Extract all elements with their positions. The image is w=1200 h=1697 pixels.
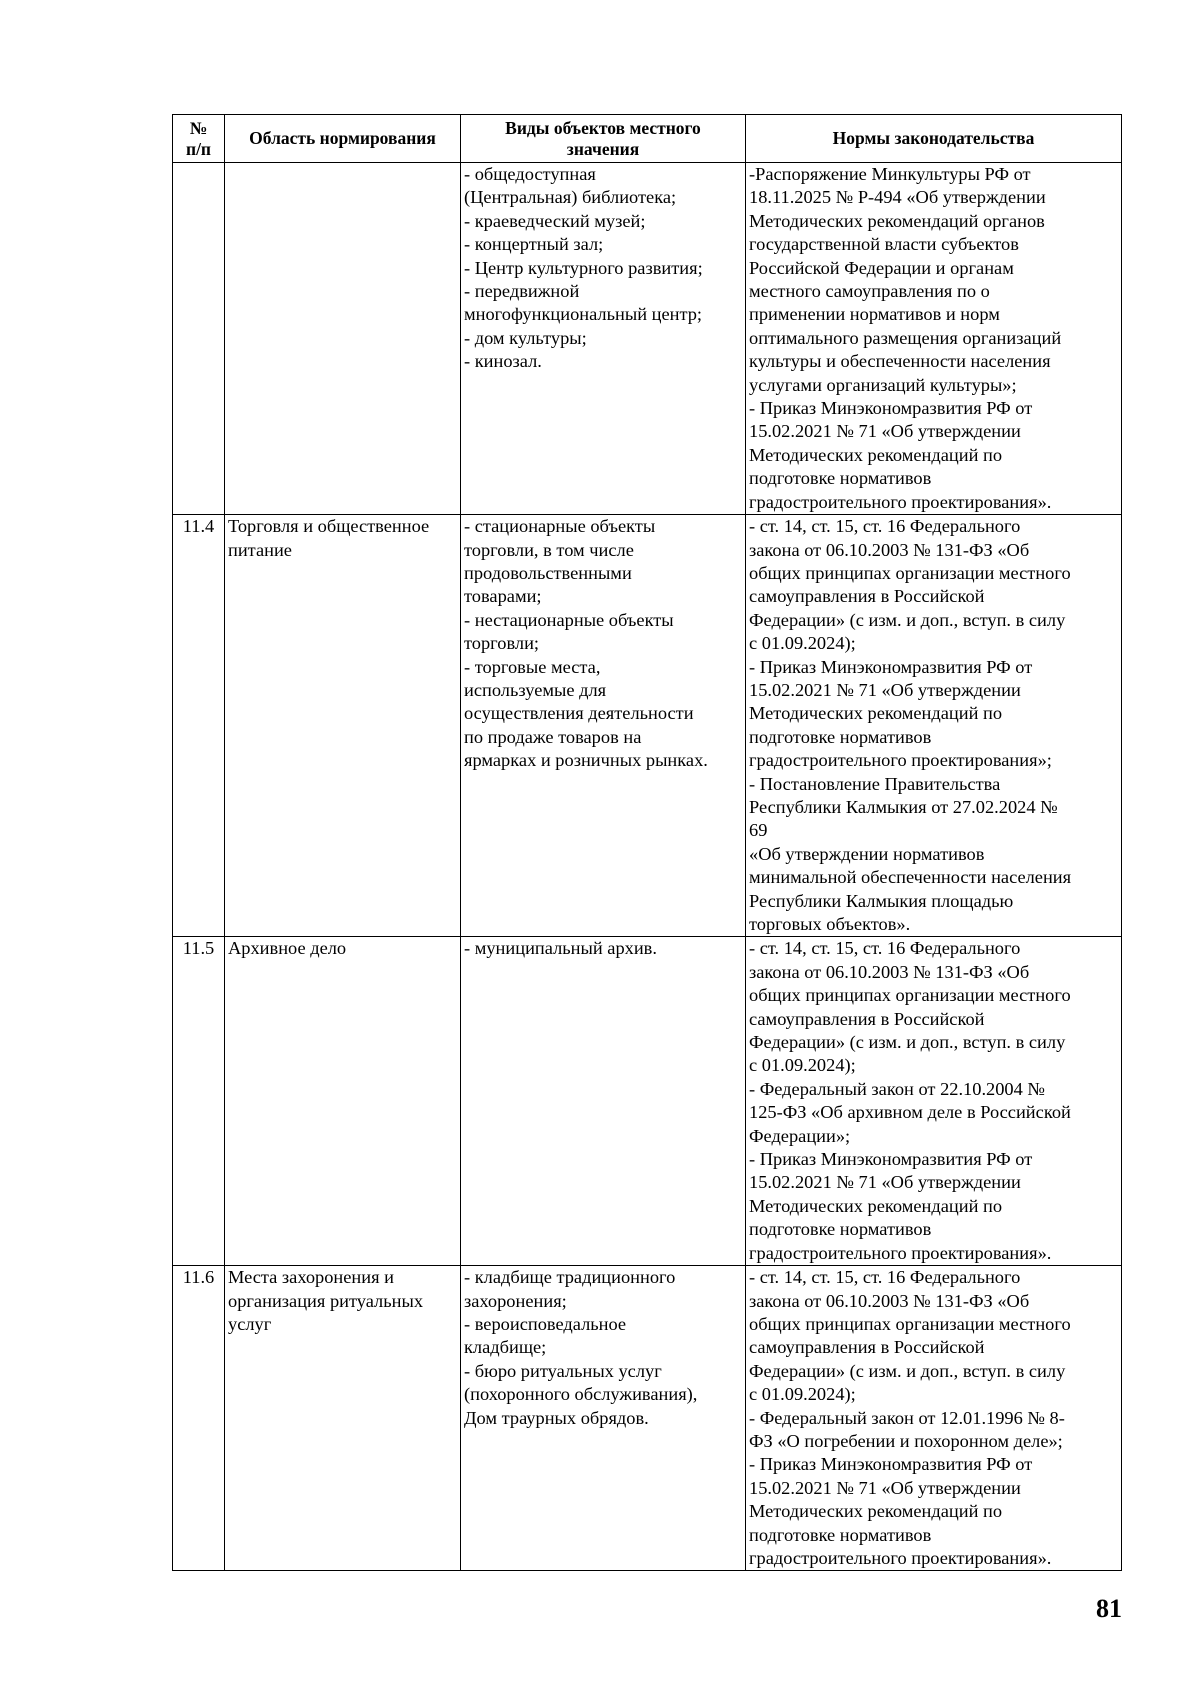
- norms-line: «Об утверждении нормативов: [749, 843, 985, 864]
- area-line: организация ритуальных: [228, 1290, 424, 1311]
- norms-line: - ст. 14, ст. 15, ст. 16 Федерального: [749, 516, 1021, 537]
- page-number: 81: [1096, 1594, 1122, 1623]
- header-num-line: п/п: [185, 138, 212, 159]
- norms-line: 15.02.2021 № 71 «Об утверждении: [749, 421, 1021, 442]
- objects-cell: [461, 937, 746, 1266]
- area-cell: [225, 937, 461, 1266]
- norms-line: общих принципах организации местного: [749, 562, 1071, 583]
- norms-line: государственной власти субъектов: [749, 234, 1019, 255]
- header-area-label: Область нормирования: [249, 128, 436, 148]
- norms-line: Республики Калмыкия от 27.02.2024 №: [749, 796, 1058, 817]
- norms-line: подготовке нормативов: [749, 726, 932, 747]
- norms-cell: [746, 1266, 1122, 1571]
- norms-line: Методических рекомендаций органов: [749, 210, 1045, 231]
- objects-line: (Центральная) библиотека;: [464, 187, 677, 208]
- norms-line: с 01.09.2024);: [749, 1055, 856, 1076]
- norms-line: подготовке нормативов: [749, 1219, 932, 1240]
- norms-line: Федерации»;: [749, 1125, 851, 1146]
- norms-line: Федерации» (с изм. и доп., вступ. в силу: [749, 1360, 1066, 1381]
- norms-line: услугами организаций культуры»;: [749, 374, 1017, 395]
- objects-line: используемые для: [464, 679, 607, 700]
- objects-line: по продаже товаров на: [464, 726, 642, 747]
- area-line: Торговля и общественное: [228, 516, 430, 537]
- table-header-row: [173, 115, 1122, 163]
- objects-line: осуществления деятельности: [464, 703, 694, 724]
- header-objects: [461, 115, 746, 163]
- norms-line: - Приказ Минэкономразвития РФ от: [749, 1149, 1033, 1170]
- norms-line: 125-ФЗ «Об архивном деле в Российской: [749, 1102, 1071, 1123]
- table-row: [173, 515, 1122, 937]
- header-norms-label: Нормы законодательства: [832, 128, 1035, 148]
- objects-line: - дом культуры;: [464, 327, 587, 348]
- area-cell: [225, 515, 461, 937]
- area-line: питание: [228, 539, 292, 560]
- norms-line: ФЗ «О погребении и похоронном деле»;: [749, 1430, 1063, 1451]
- row-number-cell: 11.4: [173, 515, 225, 937]
- objects-line: - концертный зал;: [464, 234, 604, 255]
- norms-line: Российской Федерации и органам: [749, 257, 1014, 278]
- objects-line: многофункциональный центр;: [464, 304, 703, 325]
- norms-line: - Приказ Минэкономразвития РФ от: [749, 656, 1033, 677]
- row-number-cell: 11.6: [173, 1266, 225, 1571]
- objects-line: - передвижной: [464, 281, 580, 302]
- objects-line: - Центр культурного развития;: [464, 257, 703, 278]
- norms-line: местного самоуправления по о: [749, 281, 990, 302]
- norms-line: Методических рекомендаций по: [749, 703, 1003, 724]
- objects-cell: [461, 163, 746, 515]
- norms-line: с 01.09.2024);: [749, 1384, 856, 1405]
- norms-line: Методических рекомендаций по: [749, 1501, 1003, 1522]
- norms-line: закона от 06.10.2003 № 131-ФЗ «Об: [749, 961, 1030, 982]
- table-body: [173, 163, 1122, 1571]
- norms-line: Федерации» (с изм. и доп., вступ. в силу: [749, 609, 1066, 630]
- norms-line: подготовке нормативов: [749, 1524, 932, 1545]
- objects-cell: [461, 1266, 746, 1571]
- objects-line: ярмарках и розничных рынках.: [464, 750, 708, 771]
- norms-line: закона от 06.10.2003 № 131-ФЗ «Об: [749, 539, 1030, 560]
- area-cell: [225, 163, 461, 515]
- header-num-line: №: [189, 117, 208, 138]
- norms-cell: [746, 163, 1122, 515]
- norms-line: минимальной обеспеченности населения: [749, 867, 1072, 888]
- norms-line: градостроительного проектирования»;: [749, 750, 1052, 771]
- table-row: [173, 937, 1122, 1266]
- objects-line: - бюро ритуальных услуг: [464, 1360, 662, 1381]
- norms-line: градостроительного проектирования».: [749, 1242, 1052, 1263]
- objects-line: (похоронного обслуживания),: [464, 1384, 698, 1405]
- norms-line: - Приказ Минэкономразвития РФ от: [749, 398, 1033, 419]
- objects-line: - кладбище традиционного: [464, 1267, 676, 1288]
- regulation-table: [172, 114, 1122, 1571]
- norms-line: торговых объектов».: [749, 914, 911, 934]
- norms-line: общих принципах организации местного: [749, 1313, 1071, 1334]
- norms-line: общих принципах организации местного: [749, 985, 1071, 1006]
- norms-line: 18.11.2025 № Р-494 «Об утверждении: [749, 187, 1046, 208]
- norms-line: - ст. 14, ст. 15, ст. 16 Федерального: [749, 1267, 1021, 1288]
- norms-line: - Федеральный закон от 22.10.2004 №: [749, 1078, 1045, 1099]
- norms-cell: [746, 937, 1122, 1266]
- objects-line: - краеведческий музей;: [464, 210, 646, 231]
- norms-line: Методических рекомендаций по: [749, 1195, 1003, 1216]
- norms-line: применении нормативов и норм: [749, 304, 1000, 325]
- header-objects-line: Виды объектов местного: [505, 117, 701, 138]
- objects-line: - стационарные объекты: [464, 516, 656, 537]
- norms-line: - Федеральный закон от 12.01.1996 № 8-: [749, 1407, 1065, 1428]
- header-area: [225, 115, 461, 163]
- objects-line: захоронения;: [464, 1290, 567, 1311]
- objects-line: товарами;: [464, 586, 542, 607]
- row-number-cell: 11.5: [173, 937, 225, 1266]
- norms-cell: [746, 515, 1122, 937]
- objects-line: - кинозал.: [464, 351, 542, 372]
- header-objects-line: значения: [566, 138, 640, 159]
- objects-line: - общедоступная: [464, 164, 596, 184]
- norms-line: с 01.09.2024);: [749, 633, 856, 654]
- objects-line: Дом траурных обрядов.: [464, 1407, 649, 1428]
- objects-line: продовольственными: [464, 562, 632, 583]
- norms-line: -Распоряжение Минкультуры РФ от: [749, 164, 1031, 184]
- header-num: [173, 115, 225, 163]
- table-row: [173, 163, 1122, 515]
- objects-line: кладбище;: [464, 1337, 547, 1358]
- table-row: [173, 1266, 1122, 1571]
- norms-line: самоуправления в Российской: [749, 1337, 985, 1358]
- objects-line: - нестационарные объекты: [464, 609, 674, 630]
- norms-line: подготовке нормативов: [749, 468, 932, 489]
- norms-line: оптимального размещения организаций: [749, 327, 1062, 348]
- objects-line: торговли;: [464, 633, 540, 654]
- objects-line: - муниципальный архив.: [464, 938, 657, 959]
- norms-line: самоуправления в Российской: [749, 586, 985, 607]
- norms-line: градостроительного проектирования».: [749, 1547, 1052, 1568]
- norms-line: 15.02.2021 № 71 «Об утверждении: [749, 1172, 1021, 1193]
- norms-line: культуры и обеспеченности населения: [749, 351, 1051, 372]
- area-line: Архивное дело: [228, 938, 347, 959]
- norms-line: самоуправления в Российской: [749, 1008, 985, 1029]
- objects-line: торговли, в том числе: [464, 539, 634, 560]
- row-number-cell: [173, 163, 225, 515]
- norms-line: 15.02.2021 № 71 «Об утверждении: [749, 679, 1021, 700]
- norms-line: - ст. 14, ст. 15, ст. 16 Федерального: [749, 938, 1021, 959]
- norms-line: Республики Калмыкия площадью: [749, 890, 1014, 911]
- norms-line: Федерации» (с изм. и доп., вступ. в силу: [749, 1032, 1066, 1053]
- norms-line: 69: [749, 820, 768, 841]
- header-norms: [746, 115, 1122, 163]
- objects-cell: [461, 515, 746, 937]
- norms-line: 15.02.2021 № 71 «Об утверждении: [749, 1477, 1021, 1498]
- norms-line: - Постановление Правительства: [749, 773, 1001, 794]
- area-line: услуг: [228, 1313, 272, 1334]
- norms-line: - Приказ Минэкономразвития РФ от: [749, 1454, 1033, 1475]
- objects-line: - вероисповедальное: [464, 1313, 627, 1334]
- norms-line: Методических рекомендаций по: [749, 444, 1003, 465]
- objects-line: - торговые места,: [464, 656, 601, 677]
- norms-line: закона от 06.10.2003 № 131-ФЗ «Об: [749, 1290, 1030, 1311]
- norms-line: градостроительного проектирования».: [749, 491, 1052, 512]
- area-cell: [225, 1266, 461, 1571]
- area-line: Места захоронения и: [228, 1267, 395, 1288]
